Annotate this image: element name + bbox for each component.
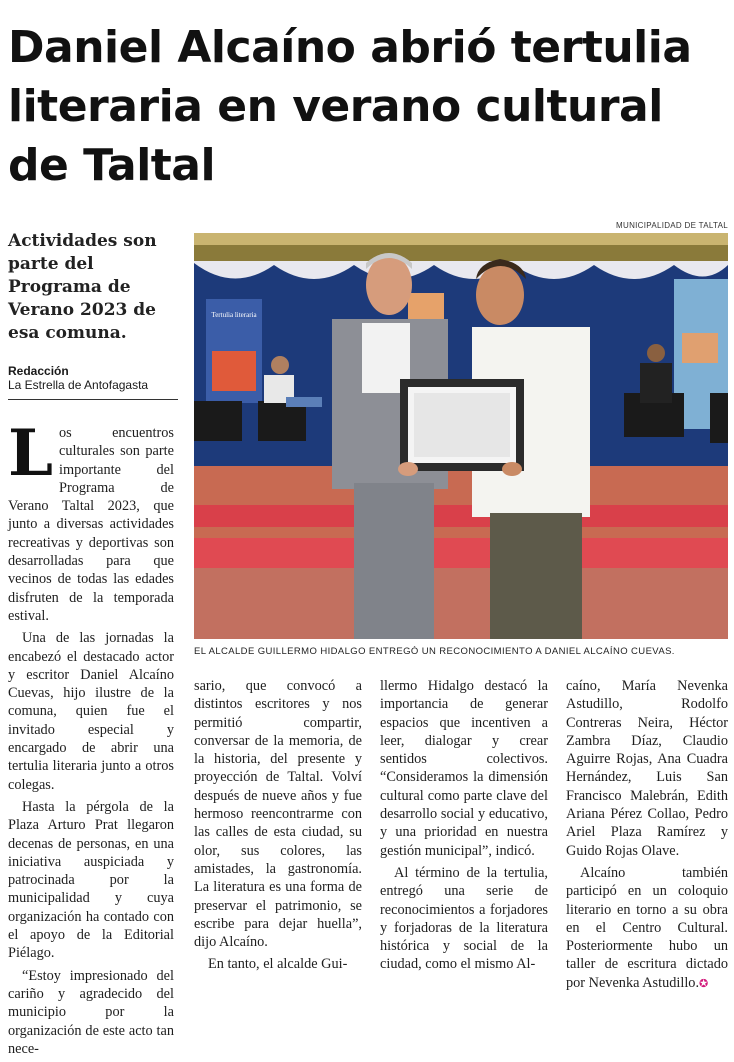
end-mark-icon: ✪: [699, 977, 709, 990]
drop-cap: L: [8, 416, 53, 491]
author-name: Redacción: [8, 364, 69, 378]
body-column-3: [380, 677, 548, 978]
body-column-4: [566, 677, 728, 997]
headline: Daniel Alcaíno abrió tertulia literaria en verano cultural de Taltal: [8, 22, 692, 191]
photo-credit: MUNICIPALIDAD DE TALTAL: [616, 221, 728, 230]
byline: [8, 364, 180, 392]
paragraph-5: sario, que convocó a distintos escritores y nos permitió compartir, conversar de la memoria, de la historia, del presente y proyección de Taltal. Volví después de nueve años y fue hermoso reencontrarme con las calles de esta ciudad, su olor, sus colores, las amistades, la gastronomía. La literatura es una forma de preservar el patrimonio, se escribe para dejar huella”, dijo Alcaíno.: [194, 678, 362, 951]
paragraph-10: [566, 864, 728, 993]
paragraph-6: En tanto, el alcalde Gui-: [208, 956, 348, 973]
paragraph-1: [8, 416, 174, 625]
paragraph-3: Hasta la pérgola de la Plaza Arturo Prat llegaron decenas de personas, en una iniciativa auspiciada y patrocinada por la municipalidad y cuya organización ha contado con el apoyo de la Editorial Piélago.: [8, 798, 174, 962]
paragraph-2: Una de las jornadas la encabezó el destacado actor y escritor Daniel Alcaíno Cuevas, hijo ilustre de la comuna, quien fue el invitado especial y encargado de abrir una tertulia literaria junto a otros colegas.: [8, 630, 174, 793]
stage-banner-text: Tertulia literaria: [211, 311, 257, 319]
paragraph-7: llermo Hidalgo destacó la importancia de generar espacios que incentiven a leer, dialogar y crear sentidos colectivos. “Consideramos la dimensión cultural como parte clave del desarrollo social y educativo, y una prioridad en nuestra gestión municipal”, indicó.: [380, 678, 548, 859]
paragraph-10-text: Alcaíno también participó en un coloquio literario en torno a su obra en el Centro Cultural. Posteriormente hubo un taller de escritura dictado por Nevenka Astudillo.: [566, 864, 728, 991]
byline-divider: [8, 399, 178, 400]
paragraph-9: caíno, María Nevenka Astudillo, Rodolfo Contreras Neira, Héctor Zambra Díaz, Claudio Aguirre Rojas, Ana Cuadra Hernández, Luis San Francisco Malebrán, Edith Ariana Pérez Collao, Pedro Ariel Plaza Ramírez y Guido Rojas Olave.: [566, 678, 728, 859]
paragraph-4: “Estoy impresionado del cariño y agradecido del municipio por la organización de este acto tan nece-: [8, 967, 174, 1057]
author-outlet: La Estrella de Antofagasta: [8, 378, 149, 392]
paragraph-1-text: os encuentros culturales son parte importante del Programa de Verano Taltal 2023, que junto a diversas actividades recreativas y deportivas son desarrolladas para que vecinos de todas las edades disfruten de la temporada estival.: [8, 425, 174, 624]
article-photo: [194, 233, 728, 639]
photo-caption: EL ALCALDE GUILLERMO HIDALGO ENTREGÓ UN RECONOCIMIENTO A DANIEL ALCAÍNO CUEVAS.: [194, 646, 675, 657]
subhead: Actividades son parte del Programa de Verano 2023 de esa comuna.: [8, 231, 157, 343]
paragraph-8: Al término de la tertulia, entregó una serie de reconocimientos a forjadores y forjadoras de la literatura histórica y social de la ciudad, como el mismo Al-: [380, 864, 548, 973]
body-column-2: [194, 677, 362, 978]
body-column-1: [8, 416, 174, 1062]
